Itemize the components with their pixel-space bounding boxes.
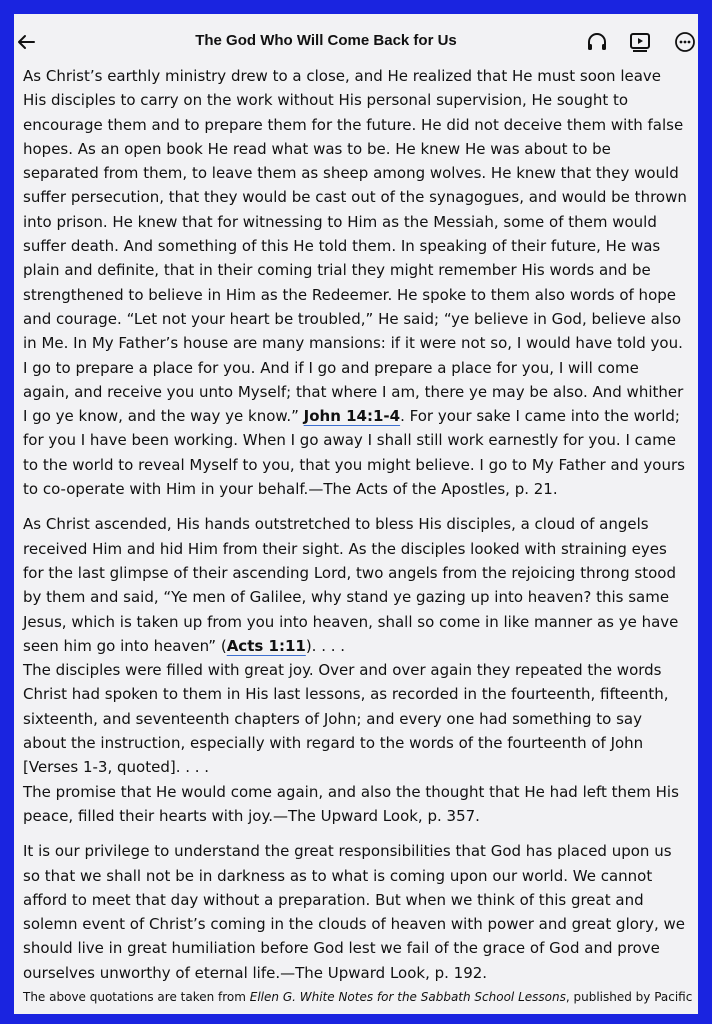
source-footnote [23, 990, 693, 1004]
more-options-icon [674, 31, 696, 53]
lesson-content [23, 64, 689, 985]
headphones-icon [586, 31, 608, 53]
paragraph-4: The promise that He would come again, and also the thought that He had left them His peace, filled their hearts with joy.—The Upward Look, p. 357. [23, 782, 679, 825]
paragraph-text: ). . . . [305, 636, 346, 655]
paragraph-text: As Christ ascended, His hands outstretched to bless His disciples, a cloud of angels received Him and hid Him from their sight. As the disciples looked with straining eyes for the last glimpse of their ascending Lord, two angels from the rejoicing throng stood by them and said, “Ye men of Galilee, why stand ye gazing up into heaven? this same Jesus, which is taken up from you into heaven, shall so come in like manner as ye have seen him go into heaven” ( [23, 515, 679, 655]
paragraph-5: It is our privilege to understand the great responsibilities that God has placed upon us so that we shall not be in darkness as to what is coming upon our world. We cannot afford to meet that day without a preparation. But when we think of this great and solemn event of Christ’s coming in the clouds of heaven with power and great glory, we should live in great humiliation before God lest we fail of the grace of God and prove ourselves unworthy of eternal life.—The Upward Look, p. 192. [23, 842, 685, 982]
back-arrow-icon [16, 32, 36, 52]
listen-button[interactable] [585, 30, 609, 54]
scripture-link-john-14[interactable]: John 14:1-4 [303, 407, 401, 426]
footnote-text: The above quotations are taken from [23, 990, 250, 1004]
scripture-link-acts-1[interactable]: Acts 1:11 [226, 636, 306, 655]
paragraph-2 [23, 512, 689, 658]
paragraph-3: The disciples were filled with great joy. Over and over again they repeated the words Christ had spoken to them in His last lessons, as recorded in the fourteenth, fifteenth, sixteenth, and seventeenth chapters of John; and every one had something to say about the instruction, especially with regard to the words of the fourteenth of John [Verses 1-3, quoted]. . . . [23, 661, 669, 777]
footnote-book-title: Ellen G. White Notes for the Sabbath School Lessons [249, 990, 566, 1004]
video-button[interactable] [628, 30, 652, 54]
top-bar [14, 14, 698, 70]
more-options-button[interactable] [673, 30, 697, 54]
back-button[interactable] [14, 30, 38, 54]
app-frame [14, 14, 698, 1014]
paragraph-text: As Christ’s earthly ministry drew to a close, and He realized that He must soon leave His disciples to carry on the work without His personal supervision, He sought to encourage them and to prepare them for the future. He did not deceive them with false hopes. As an open book He read what was to be. He knew He was about to be separated from them, to leave them as sheep among wolves. He knew that they would suffer persecution, that they would be cast out of the synagogues, and would be thrown into prison. He knew that for witnessing to Him as the Messiah, some of them would suffer death. And something of this He told them. In speaking of their future, He was plain and definite, that in their coming trial they might remember His words and be strengthened to believe in Him as the Redeemer. He spoke to them also words of hope and courage. “Let not your heart be troubled,” He said; “ye believe in God, believe also in Me. In My Father’s house are many mansions: if it were not so, I would have told you. I go to prepare a place for you. And if I go and prepare a place for you, I will come again, and receive you unto Myself; that where I am, there ye may be also. And whither I go ye know, and the way ye know.” [23, 67, 687, 426]
footnote-text: , published by Pacific [565, 990, 693, 1004]
paragraph-1 [23, 64, 689, 501]
play-video-icon [629, 31, 651, 53]
paragraph-text: . For your sake I came into the world; for you I have been working. When I go away I shall still work earnestly for you. I came to the world to reveal Myself to you, that you might believe. I go to My Father and yours to co-operate with Him in your behalf.—The Acts of the Apostles, p. 21. [23, 407, 685, 499]
page-title: The God Who Will Come Back for Us [195, 32, 457, 49]
